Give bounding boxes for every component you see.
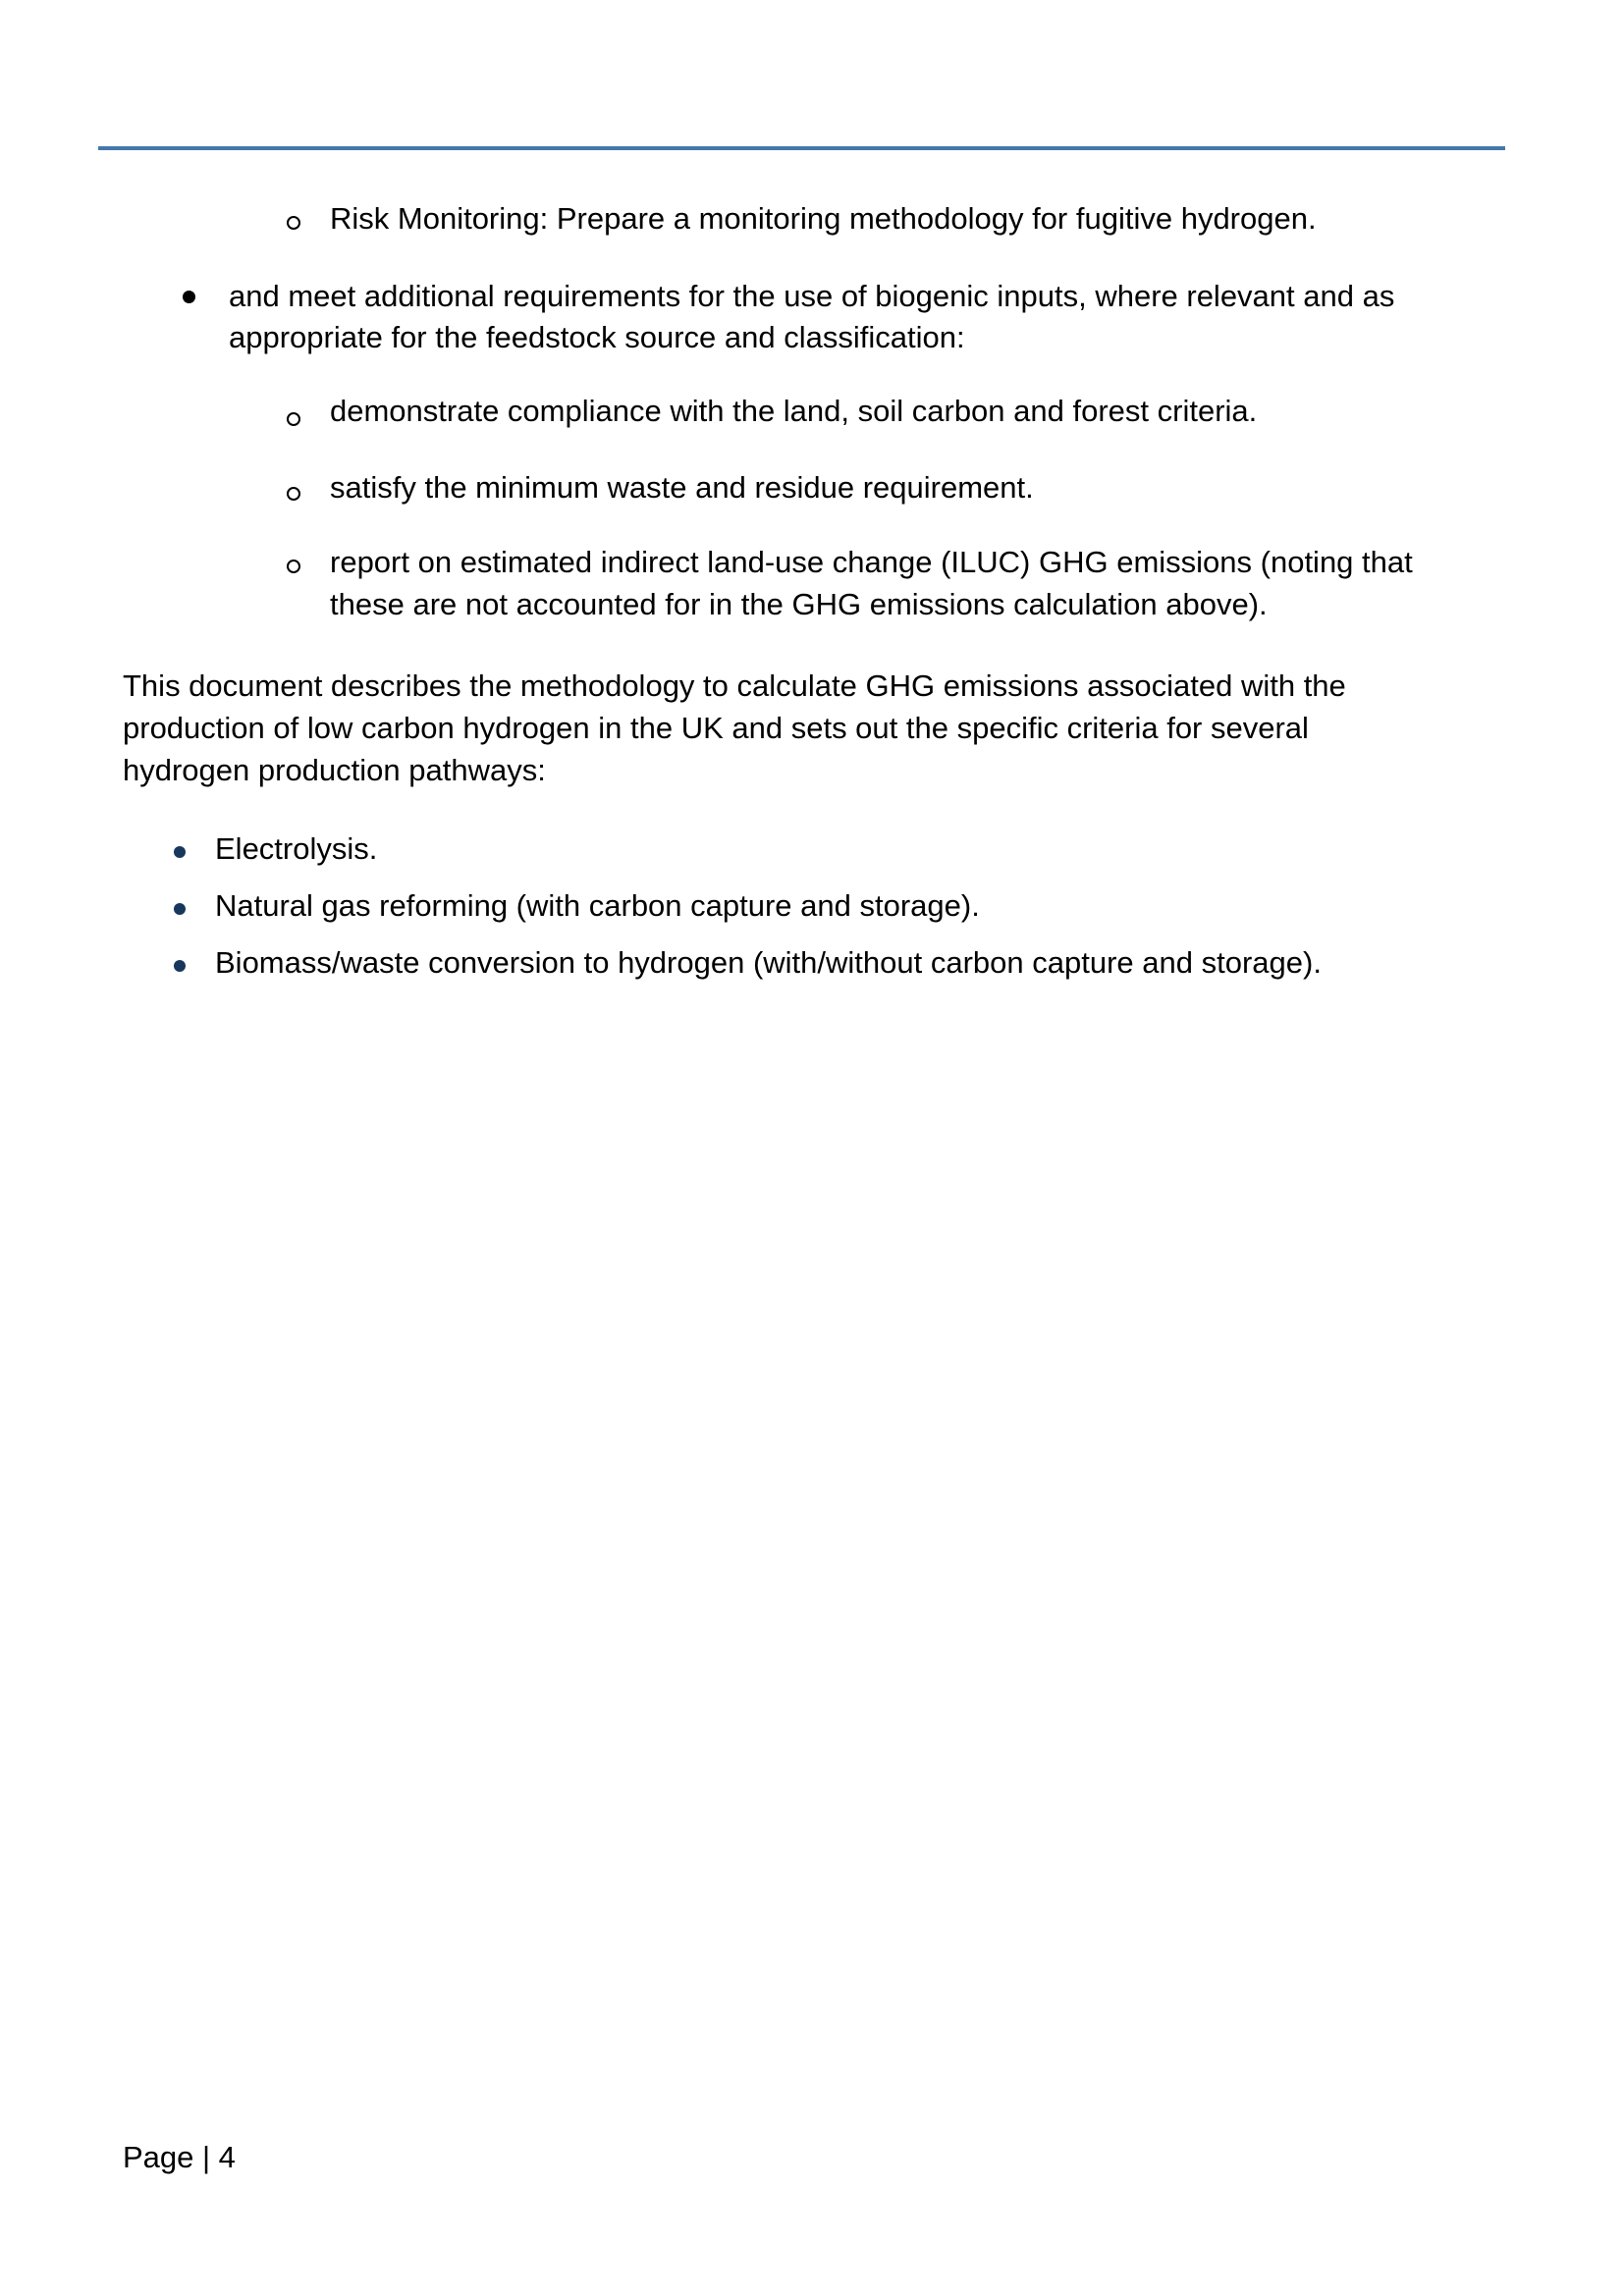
pathway-item-biomass-waste-conversion: [215, 942, 1322, 984]
list-item-text: and meet additional requirements for the use of biogenic inputs, where relevant and as: [229, 279, 1395, 313]
list-item-text: these are not accounted for in the GHG emissions calculation above).: [330, 587, 1268, 621]
list-item-risk-monitoring: [330, 198, 1317, 240]
list-item-text: satisfy the minimum waste and residue requirement.: [330, 470, 1034, 505]
list-item-text: report on estimated indirect land-use change (ILUC) GHG emissions (noting that: [330, 545, 1413, 579]
list-item-text: appropriate for the feedstock source and classification:: [229, 320, 965, 354]
disc-bullet-icon: [183, 291, 195, 303]
page-footer: Page | 4: [123, 2140, 236, 2174]
paragraph-line: production of low carbon hydrogen in the UK and sets out the specific criteria for several: [123, 711, 1309, 745]
list-item-biogenic-requirements: [229, 276, 1394, 358]
circle-bullet-icon: [287, 216, 300, 230]
disc-bullet-icon: [174, 846, 186, 858]
sub-item-satisfy-waste-requirement: [330, 467, 1034, 508]
list-item-text: Electrolysis.: [215, 831, 378, 866]
paragraph-line: hydrogen production pathways:: [123, 753, 546, 787]
sub-item-report-iluc-emissions: [330, 541, 1413, 625]
disc-bullet-icon: [174, 960, 186, 972]
disc-bullet-icon: [174, 903, 186, 915]
circle-bullet-icon: [287, 560, 300, 573]
pathway-item-natural-gas-reforming: [215, 885, 980, 927]
paragraph-line: This document describes the methodology to calculate GHG emissions associated with the: [123, 668, 1346, 703]
list-item-text: Biomass/waste conversion to hydrogen (with/without carbon capture and storage).: [215, 945, 1322, 980]
circle-bullet-icon: [287, 487, 300, 501]
list-item-text: demonstrate compliance with the land, soil carbon and forest criteria.: [330, 394, 1258, 428]
list-item-text: Natural gas reforming (with carbon capture and storage).: [215, 888, 980, 923]
list-item-text: Risk Monitoring: Prepare a monitoring methodology for fugitive hydrogen.: [330, 201, 1317, 236]
circle-bullet-icon: [287, 412, 300, 426]
intro-paragraph: [123, 665, 1346, 791]
header-rule: [98, 146, 1505, 150]
sub-item-demonstrate-compliance: [330, 391, 1257, 432]
pathway-item-electrolysis: [215, 828, 377, 870]
